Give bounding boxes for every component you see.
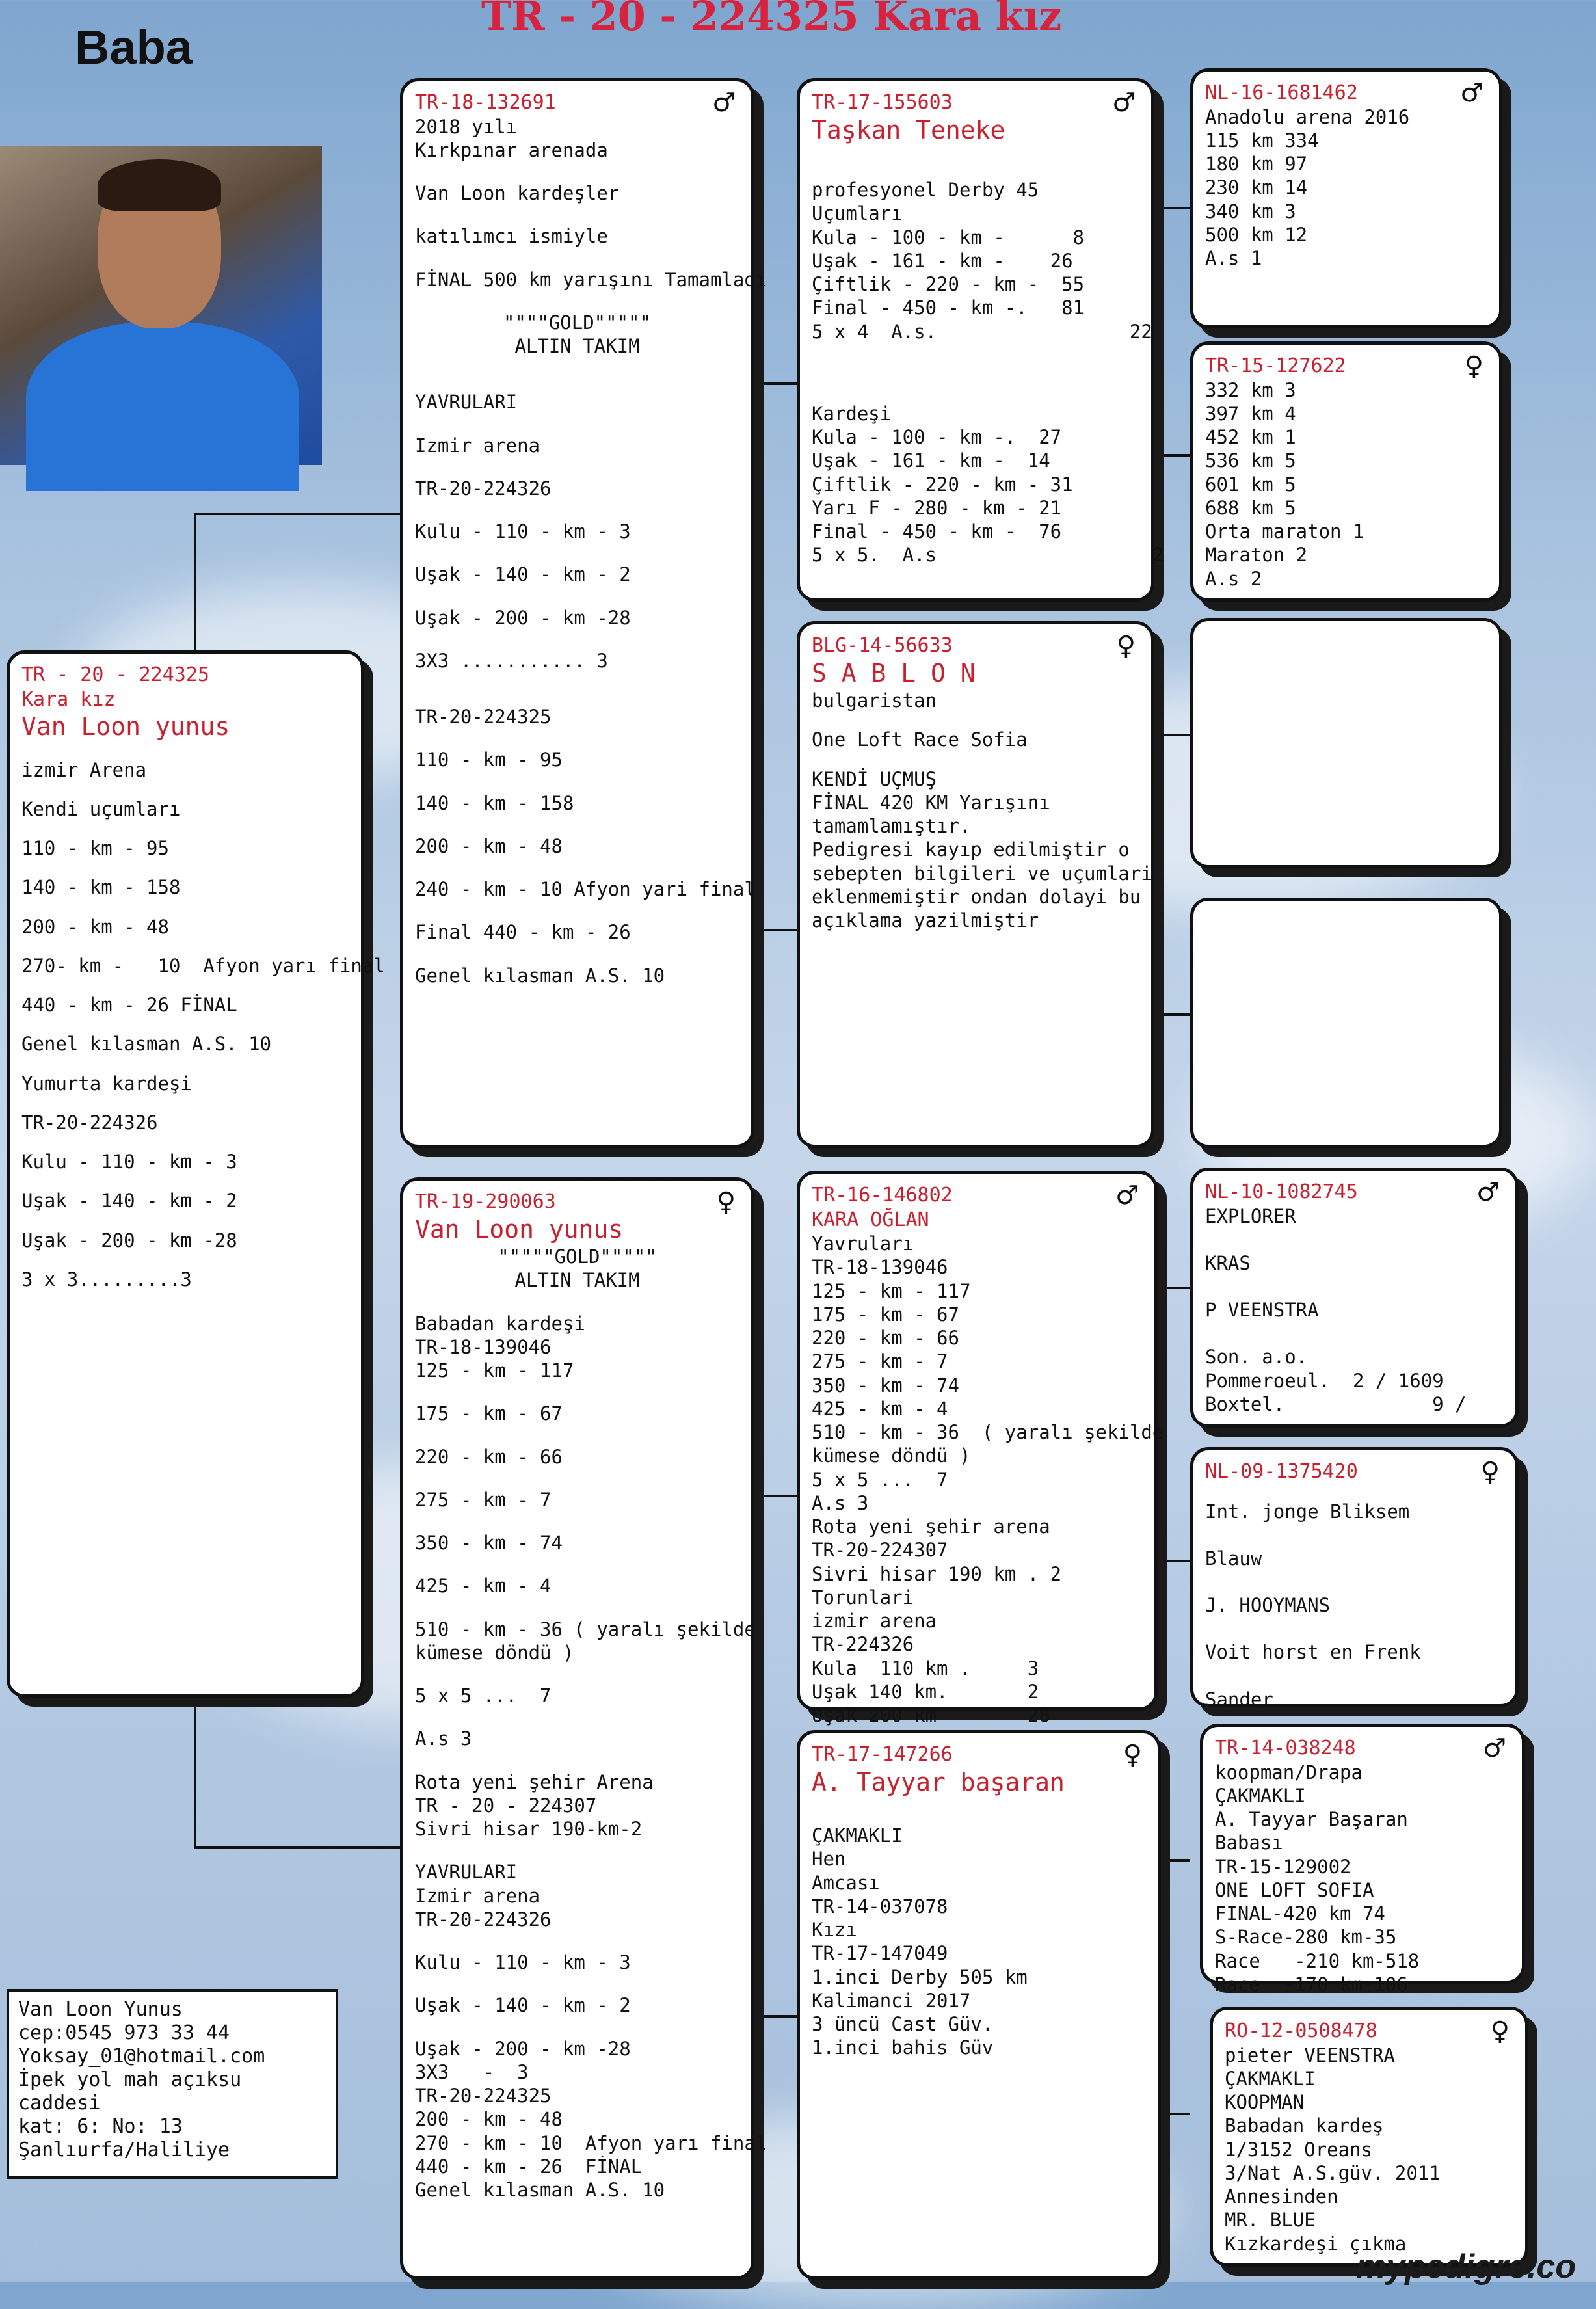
detail-line: 452 km 1	[1205, 426, 1296, 448]
detail-line: 340 km 3	[1205, 200, 1296, 222]
ds-sire-details	[1205, 1205, 1504, 1417]
detail-line: izmir Arena	[21, 758, 147, 781]
detail-line: Yumurta kardeşi	[21, 1072, 192, 1095]
dam-sire-name: KARA OĞLAN	[812, 1208, 929, 1231]
detail-line: TR-20-224326	[21, 1111, 158, 1134]
detail-line: Uşak - 200 - km -28	[415, 606, 631, 629]
detail-line: ÇAKMAKLI	[812, 1824, 903, 1847]
detail-line: 425 - km - 4	[812, 1397, 948, 1420]
detail-line: 3X3 ........... 3	[415, 649, 608, 672]
detail-line: Annesinden	[1225, 2185, 1338, 2208]
detail-line: 3X3 - 3	[415, 2061, 529, 2083]
detail-line: 510 - km - 36 ( yaralı şekilde	[415, 1618, 756, 1640]
detail-line: FİNAL 420 KM Yarışını	[812, 791, 1050, 814]
detail-line: 110 - km - 95	[415, 749, 563, 771]
dam-ring: TR-19-290063	[415, 1190, 556, 1213]
dam-sire-details	[812, 1232, 1164, 1727]
detail-line: 220 - km - 66	[812, 1327, 959, 1349]
detail-line: 220 - km - 66	[415, 1445, 563, 1468]
dd-dam-details	[1225, 2044, 1513, 2256]
detail-line: tamamlamıştır.	[812, 815, 971, 837]
sire-details	[415, 115, 767, 987]
detail-line: Uşak 200 km 28	[812, 1704, 1050, 1726]
ss-sire-ring: NL-16-1681462	[1205, 81, 1358, 104]
detail-line: Uşak 140 km. 2	[812, 1680, 1039, 1703]
detail-line: Izmir arena	[415, 434, 540, 457]
detail-line: S-Race-280 km-35	[1215, 1926, 1397, 1949]
detail-line: 275 - km - 7	[812, 1350, 948, 1373]
subject-subtitle: Kara kız	[21, 687, 116, 711]
detail-line: 1/3152 Oreans	[1225, 2138, 1372, 2161]
dam-card[interactable]	[400, 1177, 767, 2280]
detail-line: Uşak - 161 - km - 26	[812, 249, 1073, 272]
detail-line: Kula - 100 - km -. 27	[812, 426, 1062, 448]
detail-line: ONE LOFT SOFIA	[1215, 1878, 1374, 1901]
detail-line: katılımcı ismiyle	[415, 225, 608, 248]
detail-line: TR-224326	[812, 1633, 914, 1656]
detail-line: One Loft Race Sofia	[812, 728, 1028, 751]
detail-line: Final - 450 - km - 76	[812, 520, 1062, 542]
dam-dam-name: A. Tayyar başaran	[812, 1767, 1065, 1796]
detail-line: """"GOLD"""""	[503, 311, 651, 334]
detail-line: Sivri hisar 190-km-2	[415, 1818, 643, 1840]
detail-line: 510 - km - 36 ( yaralı şekilde	[812, 1421, 1164, 1443]
sire-sire-details	[812, 178, 1164, 567]
ds-dam-card[interactable]	[1190, 1447, 1519, 1711]
detail-line: Amcası	[812, 1871, 880, 1894]
detail-line: 5 x 5 ... 7	[415, 1685, 552, 1707]
detail-line: J. HOOYMANS	[1205, 1594, 1331, 1616]
dam-dam-ring: TR-17-147266	[812, 1743, 953, 1766]
detail-line: 536 km 5	[1205, 449, 1296, 472]
detail-line: TR-17-147049	[812, 1942, 948, 1965]
detail-line: Boxtel. 9 /	[1205, 1393, 1467, 1415]
dam-name: Van Loon yunus	[415, 1214, 624, 1244]
detail-line: 175 - km - 67	[415, 1402, 563, 1425]
detail-line: ÇAKMAKLI	[1215, 1784, 1306, 1807]
detail-line: 601 km 5	[1205, 473, 1296, 496]
detail-line: 440 - km - 26 FİNAL	[21, 994, 237, 1016]
subject-ring: TR - 20 - 224325	[21, 663, 209, 686]
detail-line: sebepten bilgileri ve uçumlari	[812, 862, 1152, 885]
section-label: Baba	[75, 20, 193, 74]
detail-line: Rota yeni şehir arena	[812, 1515, 1050, 1538]
detail-line: 3 üncü Cast Güv.	[812, 2013, 994, 2035]
sire-dam-details	[812, 689, 1152, 932]
detail-line: """""GOLD"""""	[498, 1246, 657, 1268]
male-icon: ♂	[1483, 1733, 1506, 1763]
detail-line: Orta maraton 1	[1205, 520, 1364, 542]
detail-line: YAVRULARI	[415, 391, 518, 414]
detail-line: cep:0545 973 33 44	[18, 2022, 230, 2044]
female-icon: ♀	[1116, 631, 1136, 661]
female-icon: ♀	[716, 1187, 736, 1217]
detail-line: TR-14-037078	[812, 1895, 948, 1917]
detail-line: Kulu - 110 - km - 3	[21, 1151, 237, 1173]
detail-line: Kızı	[812, 1919, 857, 1941]
detail-line: Uşak - 200 - km -28	[415, 2037, 631, 2060]
detail-line: Van Loon kardeşler	[415, 182, 620, 204]
detail-line: Kızkardeşi çıkma	[1225, 2232, 1407, 2255]
detail-line: 110 - km - 95	[21, 837, 169, 859]
detail-line: Pommeroeul. 2 / 1609	[1205, 1369, 1444, 1392]
dd-dam-card[interactable]	[1210, 2007, 1528, 2267]
detail-line: Race -170 km-106	[1215, 1973, 1408, 1995]
detail-line: Uşak - 200 - km -28	[21, 1229, 237, 1251]
detail-line: 5 x 4 A.s. 22	[812, 320, 1152, 343]
dam-dam-card[interactable]	[797, 1730, 1161, 2280]
detail-line: 397 km 4	[1205, 402, 1296, 425]
detail-line: Genel kılasman A.S. 10	[415, 2179, 665, 2201]
detail-line: Uşak - 140 - km - 2	[415, 1994, 631, 2017]
detail-line: 500 km 12	[1205, 223, 1308, 246]
detail-line: 1.inci Derby 505 km	[812, 1966, 1028, 1988]
detail-line: kat: 6: No: 13	[18, 2115, 183, 2138]
detail-line: Kula - 100 - km - 8	[812, 226, 1085, 248]
dam-dam-details	[812, 1824, 1146, 2060]
detail-line: Race -210 km-518	[1215, 1949, 1420, 1972]
detail-line: 3/Nat A.S.güv. 2011	[1225, 2161, 1441, 2184]
subject-details	[21, 758, 385, 1292]
detail-line: Blauw	[1205, 1547, 1262, 1569]
detail-line: Torunlari	[812, 1586, 914, 1608]
detail-line: Final 440 - km - 26	[415, 921, 631, 944]
male-icon: ♂	[1476, 1177, 1500, 1207]
ss-dam-details	[1205, 379, 1487, 591]
detail-line: FINAL-420 km 74	[1215, 1902, 1385, 1925]
sd-sire-card[interactable]	[1190, 618, 1502, 868]
detail-line: Uçumları	[812, 202, 903, 225]
detail-line: 200 - km - 48	[415, 834, 563, 857]
detail-line: TR-20-224307	[812, 1539, 948, 1562]
detail-line: kümese döndü )	[415, 1641, 574, 1664]
detail-line: 115 km 334	[1205, 129, 1319, 152]
detail-line: Kulu - 110 - km - 3	[415, 520, 631, 542]
detail-line: Uşak - 140 - km - 2	[21, 1190, 237, 1212]
detail-line: TR-15-129002	[1215, 1855, 1351, 1878]
detail-line: 3 x 3.........3	[21, 1268, 192, 1290]
detail-line: TR-18-139046	[415, 1335, 552, 1358]
male-icon: ♂	[1115, 1181, 1139, 1210]
detail-line: Uşak - 140 - km - 2	[415, 563, 631, 586]
sire-dam-name: S A B L O N	[812, 658, 976, 687]
detail-line: Kula 110 km . 3	[812, 1657, 1039, 1679]
detail-line: 180 km 97	[1205, 153, 1308, 175]
sire-dam-ring: BLG-14-56633	[812, 634, 953, 657]
detail-line: 275 - km - 7	[415, 1488, 552, 1511]
detail-line: 270 - km - 10 Afyon yarı final	[415, 2131, 767, 2154]
dd-sire-card[interactable]	[1200, 1724, 1525, 1995]
detail-line: Babadan kardeşi	[415, 1312, 585, 1335]
detail-line: A.s 3	[415, 1728, 472, 1750]
detail-line: 425 - km - 4	[415, 1575, 552, 1597]
detail-line: KOOPMAN	[1225, 2091, 1305, 2113]
detail-line: izmir arena	[812, 1610, 937, 1632]
detail-line: Voit horst en Frenk	[1205, 1641, 1421, 1664]
dd-sire-ring: TR-14-038248	[1215, 1737, 1356, 1759]
detail-line: profesyonel Derby 45	[812, 179, 1039, 201]
subject-card[interactable]	[7, 650, 385, 1698]
detail-line: Rota yeni şehir Arena	[415, 1770, 654, 1793]
ss-dam-card[interactable]	[1190, 341, 1502, 602]
detail-line: TR-20-224326	[415, 477, 552, 500]
dam-sire-ring: TR-16-146802	[812, 1184, 953, 1207]
detail-line: TR - 20 - 224307	[415, 1794, 597, 1817]
sire-ring: TR-18-132691	[415, 91, 556, 114]
detail-line: KENDİ UÇMUŞ	[812, 767, 937, 790]
detail-line: Kardeşi	[812, 402, 892, 425]
male-icon: ♂	[1112, 88, 1136, 118]
detail-line: MR. BLUE	[1225, 2209, 1316, 2232]
detail-line: KRAS	[1205, 1251, 1251, 1274]
detail-line: 332 km 3	[1205, 379, 1296, 401]
detail-line: İpek yol mah açıksu	[18, 2068, 242, 2091]
detail-line: 230 km 14	[1205, 176, 1308, 199]
detail-line: koopman/Drapa	[1215, 1761, 1363, 1783]
detail-line: Yarı F - 280 - km - 21	[812, 496, 1062, 519]
page-title: TR - 20 - 224325 Kara kız	[481, 0, 1062, 40]
detail-line: FİNAL 500 km yarışını Tamamladı	[415, 268, 767, 291]
sire-sire-ring: TR-17-155603	[812, 91, 953, 114]
detail-line: Kalimanci 2017	[812, 1989, 971, 2012]
detail-line: 350 - km - 74	[812, 1374, 959, 1396]
dd-dam-ring: RO-12-0508478	[1225, 2020, 1377, 2042]
detail-line: 440 - km - 26 FİNAL	[415, 2155, 643, 2178]
detail-line: 5 x 5 ... 7	[812, 1468, 948, 1491]
detail-line: Yoksay_01@hotmail.com	[18, 2045, 265, 2068]
ss-sire-details	[1205, 105, 1487, 271]
detail-line: Izmir arena	[415, 1884, 540, 1907]
ds-dam-ring: NL-09-1375420	[1205, 1460, 1358, 1483]
detail-line: 5 x 5. A.s 2	[812, 544, 1164, 567]
detail-line: Yavruları	[812, 1233, 914, 1255]
detail-line: Kendi uçumları	[21, 797, 181, 820]
detail-line: Uşak - 161 - km - 14	[812, 449, 1050, 472]
detail-line: Son. a.o.	[1205, 1346, 1308, 1368]
detail-line: ALTIN TAKIM	[514, 335, 640, 357]
detail-line: P VEENSTRA	[1205, 1299, 1319, 1321]
detail-line: Kulu - 110 - km - 3	[415, 1951, 631, 1973]
dam-sire-card[interactable]	[797, 1171, 1164, 1726]
detail-line: 200 - km - 48	[415, 2108, 563, 2131]
detail-line: Anadolu arena 2016	[1205, 105, 1410, 128]
dam-details	[415, 1245, 767, 2202]
detail-line: A.s 1	[1205, 247, 1262, 269]
detail-line: TR-18-139046	[812, 1256, 948, 1279]
detail-line: açıklama yazilmiştir	[812, 909, 1039, 931]
detail-line: TR-20-224326	[415, 1908, 552, 1930]
detail-line: Çiftlik - 220 - km - 55	[812, 273, 1085, 295]
detail-line: Kırkpınar arenada	[415, 139, 608, 161]
detail-line: 125 - km - 117	[415, 1359, 574, 1381]
detail-line: 140 - km - 158	[415, 792, 574, 814]
sire-dam-card[interactable]	[797, 621, 1154, 1148]
female-icon: ♀	[1480, 1457, 1500, 1487]
detail-line: 270- km - 10 Afyon yarı final	[21, 954, 385, 977]
detail-line: YAVRULARI	[415, 1861, 518, 1884]
detail-line: bulgaristan	[812, 689, 937, 712]
detail-line: Şanlıurfa/Haliliye	[18, 2139, 230, 2161]
ds-sire-ring: NL-10-1082745	[1205, 1181, 1358, 1203]
detail-line: A. Tayyar Başaran	[1215, 1808, 1408, 1830]
detail-line: eklenmemiştir ondan dolayi bu	[812, 885, 1141, 908]
detail-line: 175 - km - 67	[812, 1303, 959, 1326]
ss-sire-card[interactable]	[1190, 68, 1502, 328]
subject-name: Van Loon yunus	[21, 712, 230, 741]
ds-sire-card[interactable]	[1190, 1168, 1519, 1428]
detail-line: ALTIN TAKIM	[514, 1269, 640, 1292]
detail-line: Pedigresi kayıp edilmiştir o	[812, 838, 1130, 861]
brand-logo: mypedigre.co	[1356, 2248, 1576, 2286]
detail-line: Hen	[812, 1848, 846, 1871]
detail-line: 140 - km - 158	[21, 876, 181, 899]
dd-sire-details	[1215, 1761, 1510, 1997]
detail-line: Final - 450 - km -. 81	[812, 297, 1085, 319]
contact-info	[7, 1989, 338, 2179]
detail-line: EXPLORER	[1205, 1205, 1296, 1227]
sire-sire-name: Taşkan Teneke	[812, 115, 1005, 144]
ds-dam-details	[1205, 1500, 1504, 1711]
detail-line: A.s 3	[812, 1491, 869, 1514]
detail-line: Çiftlik - 220 - km - 31	[812, 473, 1073, 496]
detail-line: Sivri hisar 190 km . 2	[812, 1562, 1062, 1585]
detail-line: Van Loon Yunus	[18, 1998, 183, 2021]
detail-line: 688 km 5	[1205, 496, 1296, 519]
detail-line: TR-20-224325	[415, 2085, 552, 2107]
detail-line: caddesi	[18, 2092, 101, 2115]
sire-sire-card[interactable]	[797, 78, 1164, 602]
detail-line: A.s 2	[1205, 567, 1262, 590]
detail-line: Babadan kardeş	[1225, 2115, 1384, 2137]
detail-line: ÇAKMAKLI	[1225, 2067, 1316, 2090]
detail-line: Int. jonge Bliksem	[1205, 1500, 1410, 1523]
detail-line: 1.inci bahis Güv	[812, 2036, 994, 2059]
female-icon: ♀	[1123, 1740, 1142, 1770]
male-icon: ♂	[712, 88, 736, 118]
detail-line: Maraton 2	[1205, 544, 1308, 567]
detail-line: 125 - km - 117	[812, 1279, 971, 1302]
female-icon: ♀	[1490, 2016, 1510, 2046]
detail-line: 200 - km - 48	[21, 915, 169, 938]
sd-dam-card[interactable]	[1190, 898, 1502, 1148]
detail-line: 350 - km - 74	[415, 1532, 563, 1554]
detail-line: Sander	[1205, 1688, 1273, 1711]
detail-line: 2018 yılı	[415, 115, 518, 138]
detail-line: TR-20-224325	[415, 706, 552, 728]
male-icon: ♂	[1460, 78, 1483, 108]
female-icon: ♀	[1464, 351, 1483, 381]
detail-line: 240 - km - 10 Afyon yari final	[415, 878, 756, 900]
detail-line: pieter VEENSTRA	[1225, 2044, 1395, 2066]
sire-card[interactable]	[400, 78, 767, 1148]
detail-line: kümese döndü )	[812, 1445, 971, 1467]
detail-line: Genel kılasman A.S. 10	[21, 1033, 272, 1056]
ss-dam-ring: TR-15-127622	[1205, 354, 1346, 377]
detail-line: Babası	[1215, 1832, 1283, 1854]
detail-line: Genel kılasman A.S. 10	[415, 964, 665, 987]
